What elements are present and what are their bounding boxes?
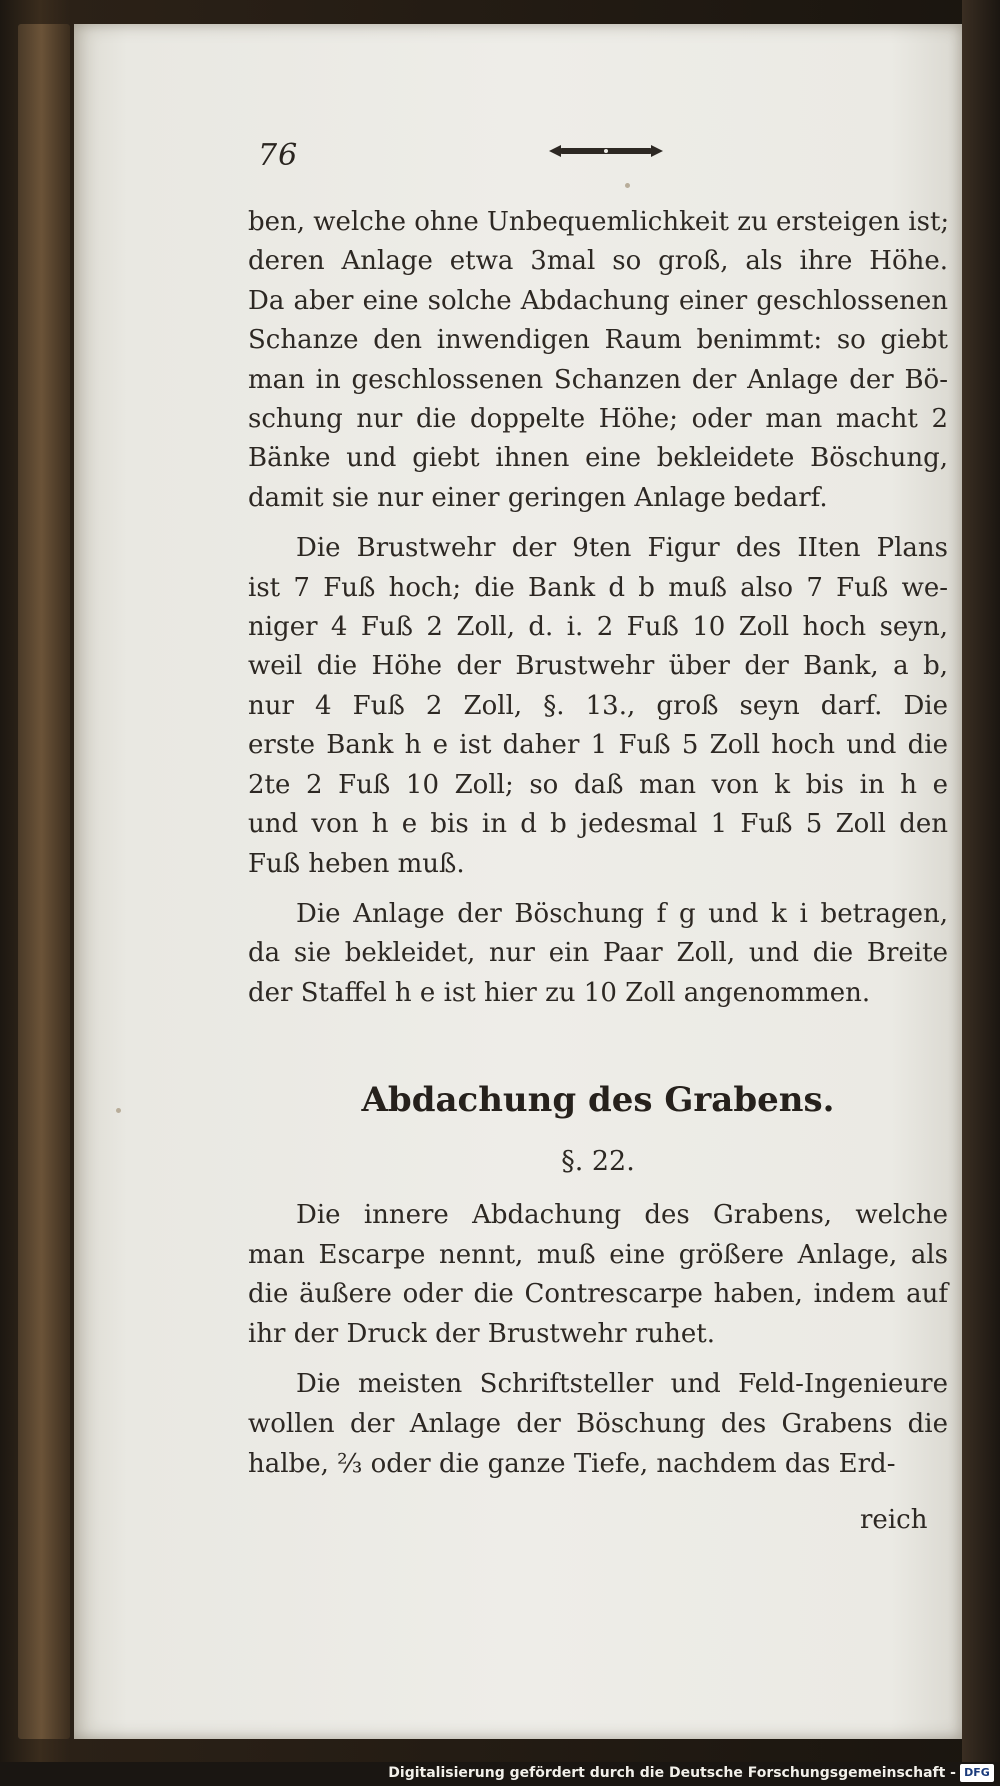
- section-number: §. 22.: [561, 1146, 635, 1177]
- text-line: und von h e bis in d b jedesmal 1 Fuß 5 Zoll den: [248, 809, 948, 840]
- text-line: da sie bekleidet, nur ein Paar Zoll, und die Breite: [248, 938, 948, 969]
- paragraph-3: [248, 895, 948, 1013]
- paper-speck: [625, 183, 630, 188]
- text-line: man Escarpe nennt, muß eine größere Anlage, als: [248, 1239, 948, 1270]
- text-line: nur 4 Fuß 2 Zoll, §. 13., groß seyn darf. Die: [248, 690, 948, 721]
- text-line: niger 4 Fuß 2 Zoll, d. i. 2 Fuß 10 Zoll hoch seyn,: [248, 612, 948, 643]
- text-line: ihr der Druck der Brustwehr ruhet.: [248, 1318, 715, 1349]
- paragraph-4: [248, 1196, 948, 1354]
- text-line: die äußere oder die Contrescarpe haben, indem auf: [248, 1279, 948, 1310]
- text-line: 2te 2 Fuß 10 Zoll; so daß man von k bis in h e: [248, 769, 948, 800]
- paragraph-5: [248, 1365, 948, 1484]
- dfg-logo-icon: DFG: [960, 1764, 994, 1782]
- right-page-edge: [962, 0, 1000, 1786]
- text-line: ist 7 Fuß hoch; die Bank d b muß also 7 Fuß we-: [248, 572, 948, 603]
- text-line: Da aber eine solche Abdachung einer geschlossenen: [248, 285, 948, 316]
- text-line: Fuß heben muß.: [248, 848, 465, 879]
- printer-ornament-icon: [545, 142, 667, 160]
- text-line: ben, welche ohne Unbequemlichkeit zu ersteigen ist;: [248, 207, 950, 237]
- text-line: weil die Höhe der Brustwehr über der Bank, a b,: [248, 651, 948, 682]
- text-line: Die meisten Schriftsteller und Feld-Ingenieure: [296, 1369, 948, 1400]
- paragraph-2: [248, 529, 948, 884]
- funding-credit: Digitalisierung gefördert durch die Deutsche Forschungsgemeinschaft -: [388, 1765, 956, 1781]
- text-line: Bänke und giebt ihnen eine bekleidete Böschung,: [248, 443, 948, 474]
- text-line: Schanze den inwendigen Raum benimmt: so giebt: [248, 325, 948, 356]
- paper-speck: [116, 1108, 121, 1113]
- text-line: damit sie nur einer geringen Anlage bedarf.: [248, 482, 828, 513]
- body-text-bottom: [248, 1196, 948, 1484]
- text-line: schung nur die doppelte Höhe; oder man macht 2: [248, 404, 948, 435]
- section-heading: Abdachung des Grabens.: [361, 1080, 835, 1120]
- text-line: halbe, ⅔ oder die ganze Tiefe, nachdem das Erd-: [248, 1448, 896, 1479]
- text-line: erste Bank h e ist daher 1 Fuß 5 Zoll hoch und die: [248, 730, 948, 761]
- body-text-top: [248, 203, 948, 1013]
- page-number: 76: [258, 138, 299, 173]
- text-line: Die Brustwehr der 9ten Figur des IIten Plans: [296, 533, 948, 564]
- catchword: reich: [860, 1505, 928, 1535]
- text-line: Die innere Abdachung des Grabens, welche: [296, 1200, 948, 1230]
- book-spine: [18, 24, 70, 1739]
- text-line: der Staffel h e ist hier zu 10 Zoll angenommen.: [248, 977, 871, 1008]
- text-line: deren Anlage etwa 3mal so groß, als ihre Höhe.: [248, 246, 948, 277]
- paragraph-1: [248, 203, 948, 518]
- text-line: man in geschlossenen Schanzen der Anlage der Bö-: [248, 364, 948, 395]
- text-line: Die Anlage der Böschung f g und k i betragen,: [296, 898, 948, 929]
- text-line: wollen der Anlage der Böschung des Grabens die: [248, 1408, 948, 1439]
- digitization-footer: [0, 1762, 1000, 1786]
